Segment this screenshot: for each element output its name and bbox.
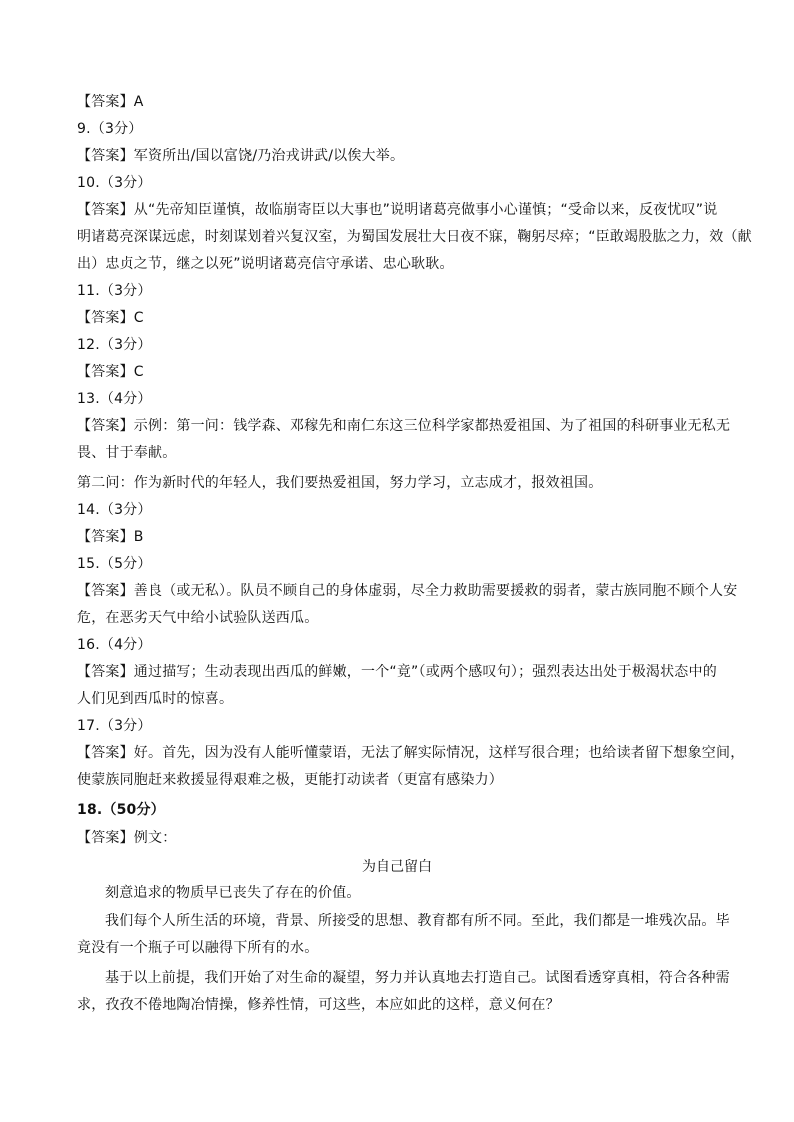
essay-paragraph-1: 刻意追求的物质早已丧失了存在的价值。 [105, 885, 361, 901]
answer-18-label: 【答案】例文： [77, 830, 177, 846]
answer-13-line-1: 【答案】示例：第一问：钱学森、邓稼先和南仁东这三位科学家都热爱祖国、为了祖国的科研事业无私无 [77, 418, 731, 434]
question-13-header: 13.（4分） [77, 391, 152, 407]
question-10-header: 10.（3分） [77, 175, 152, 191]
question-14-header: 14.（3分） [77, 502, 152, 518]
question-17-header: 17.（3分） [77, 718, 152, 734]
answer-9: 【答案】军资所出/国以富饶/乃治戎讲武/以俟大举。 [77, 148, 405, 164]
essay-paragraph-3-line-2: 求，孜孜不倦地陶冶情操，修养性情，可这些，本应如此的这样，意义何在？ [77, 997, 560, 1013]
question-11-header: 11.（3分） [77, 283, 152, 299]
answer-10-line-1: 【答案】从“先帝知臣谨慎，故临崩寄臣以大事也”说明诸葛亮做事小心谨慎；“受命以来，反夜忧叹”说 [77, 202, 718, 218]
question-12-header: 12.（3分） [77, 337, 152, 353]
question-18-header: 18.（50分） [77, 802, 165, 818]
answer-10-line-3: 出）忠贞之节，继之以死”说明诸葛亮信守承诺、忠心耿耿。 [77, 256, 454, 272]
essay-paragraph-2-line-2: 竟没有一个瓶子可以融得下所有的水。 [77, 940, 319, 956]
answer-13-part-2: 第二问：作为新时代的年轻人，我们要热爱祖国，努力学习，立志成才，报效祖国。 [77, 475, 603, 491]
answer-8: 【答案】A [77, 94, 144, 110]
essay-paragraph-2-line-1: 我们每个人所生活的环境，背景、所接受的思想、教育都有所不同。至此，我们都是一堆残次品。毕 [105, 913, 730, 929]
question-16-header: 16.（4分） [77, 637, 152, 653]
essay-title: 为自己留白 [362, 859, 432, 875]
answer-17-line-1: 【答案】好。首先，因为没有人能听懂蒙语，无法了解实际情况，这样写很合理；也给读者留下想象空间， [77, 745, 745, 761]
answer-15-line-1: 【答案】善良（或无私）。队员不顾自己的身体虚弱，尽全力救助需要援救的弱者，蒙古族同胞不顾个人安 [77, 583, 738, 599]
answer-17-line-2: 使蒙族同胞赶来救援显得艰难之极，更能打动读者（更富有感染力） [77, 772, 503, 788]
question-9-header: 9.（3分） [77, 121, 143, 137]
answer-13-line-2: 畏、甘于奉献。 [77, 445, 177, 461]
answer-12: 【答案】C [77, 364, 144, 380]
answer-16-line-1: 【答案】通过描写；生动表现出西瓜的鲜嫩，一个“竟”（或两个感叹句）；强烈表达出处于极渴状态中的 [77, 664, 717, 680]
answer-16-line-2: 人们见到西瓜时的惊喜。 [77, 691, 234, 707]
essay-paragraph-3-line-1: 基于以上前提，我们开始了对生命的凝望，努力并认真地去打造自己。试图看透穿真相，符合各种需 [105, 970, 730, 986]
answer-14: 【答案】B [77, 529, 144, 545]
answer-10-line-2: 明诸葛亮深谋远虑，时刻谋划着兴复汉室，为蜀国发展壮大日夜不寐，鞠躬尽瘁；“臣敢竭股肱之力，效（献 [77, 229, 752, 245]
question-15-header: 15.（5分） [77, 556, 152, 572]
answer-11: 【答案】C [77, 310, 144, 326]
answer-15-line-2: 危，在恶劣天气中给小试验队送西瓜。 [77, 610, 319, 626]
